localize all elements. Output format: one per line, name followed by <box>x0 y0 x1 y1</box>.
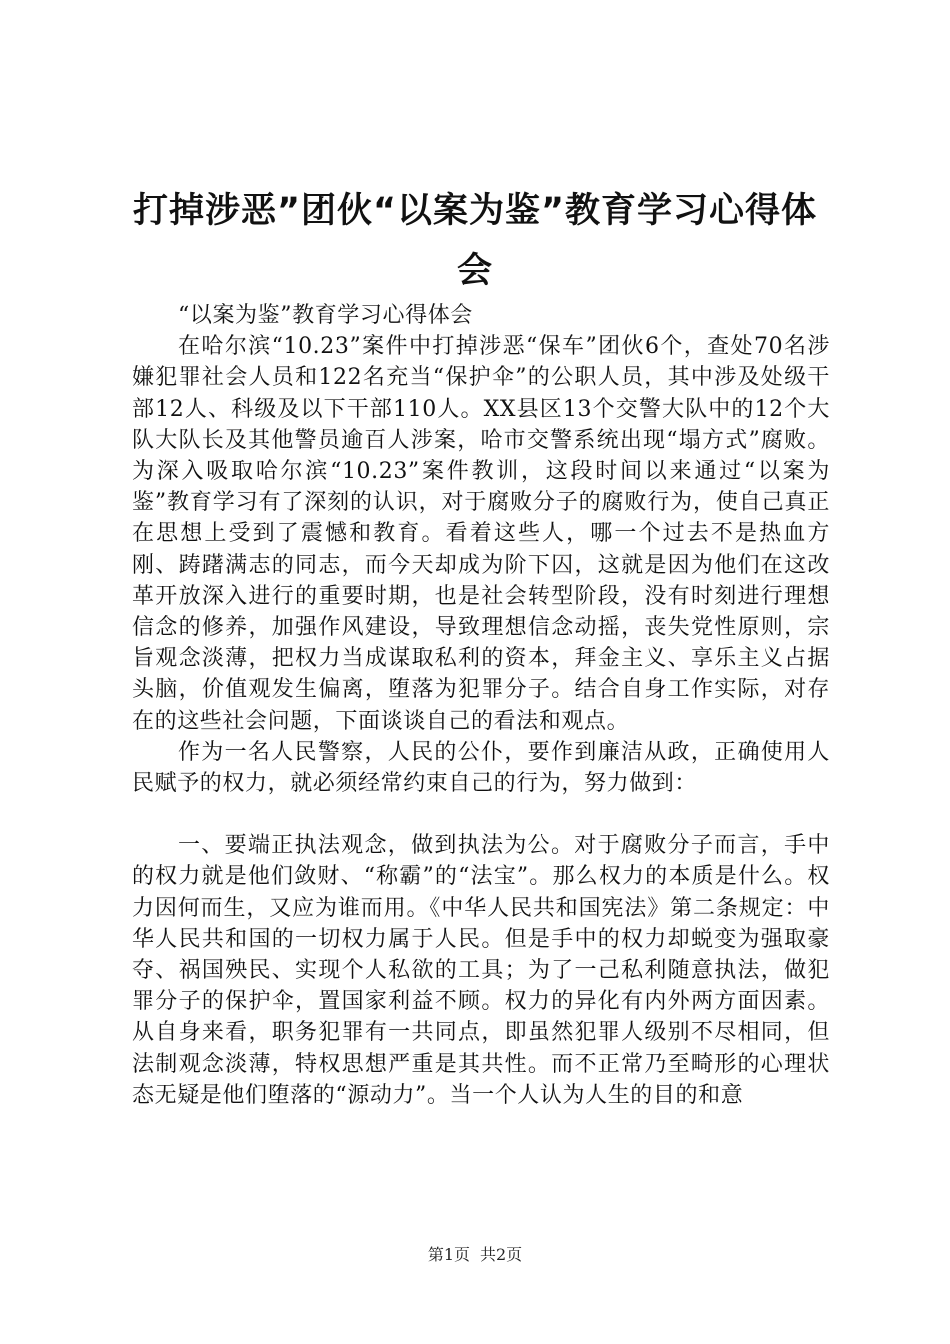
document-subtitle: “以案为鉴”教育学习心得体会 <box>178 303 473 328</box>
document-title: 打掉涉恶”团伙“以案为鉴”教育学习心得体会 <box>132 191 817 292</box>
paragraph-1: 在哈尔滨“10.23”案件中打掉涉恶“保车”团伙6个，查处70名涉嫌犯罪社会人员和122名充当“保护伞”的公职人员，其中涉及处级干部12人、科级及以下干部110人。XX县区13个交警大队中的12个大队大队长及其他警员逾百人涉案，哈市交警系统出现“塌方式”腐败。为深入吸取哈尔滨“10.23”案件教训，这段时间以来通过“以案为鉴”教育学习有了深刻的认识，对于腐败分子的腐败行为，使自己真正在思想上受到了震憾和教育。看着这些人，哪一个过去不是热血方刚、踌躇满志的同志，而今天却成为阶下囚，这就是因为他们在这改革开放深入进行的重要时期，也是社会转型阶段，没有时刻进行理想信念的修养，加强作风建设，导致理想信念动摇，丧失党性原则，宗旨观念淡薄，把权力当成谋取私利的资本，拜金主义、享乐主义占据头脑，价值观发生偏离，堕落为犯罪分子。结合自身工作实际，对存在的这些社会问题，下面谈谈自己的看法和观点。 <box>132 334 830 734</box>
paragraph-2: 作为一名人民警察，人民的公仆，要作到廉洁从政，正确使用人民赋予的权力，就必须经常约束自己的行为，努力做到： <box>132 739 830 797</box>
page-footer <box>0 1244 950 1266</box>
page-number-total: 共2页 <box>480 1245 523 1264</box>
page-number-current: 第1页 <box>427 1245 470 1264</box>
document-body <box>132 300 830 1111</box>
paragraph-3: 一、要端正执法观念，做到执法为公。对于腐败分子而言，手中的权力就是他们敛财、“称霸”的“法宝”。那么权力的本质是什么。权力因何而生，又应为谁而用。《中华人民共和国宪法》第二条规定：中华人民共和国的一切权力属于人民。但是手中的权力却蜕变为强取豪夺、祸国殃民、实现个人私欲的工具；为了一己私利随意执法，做犯罪分子的保护伞，置国家利益不顾。权力的异化有内外两方面因素。从自身来看，职务犯罪有一共同点，即虽然犯罪人级别不尽相同，但法制观念淡薄，特权思想严重是其共性。而不正常乃至畸形的心理状态无疑是他们堕落的“源动力”。当一个人认为人生的目的和意 <box>132 833 830 1108</box>
